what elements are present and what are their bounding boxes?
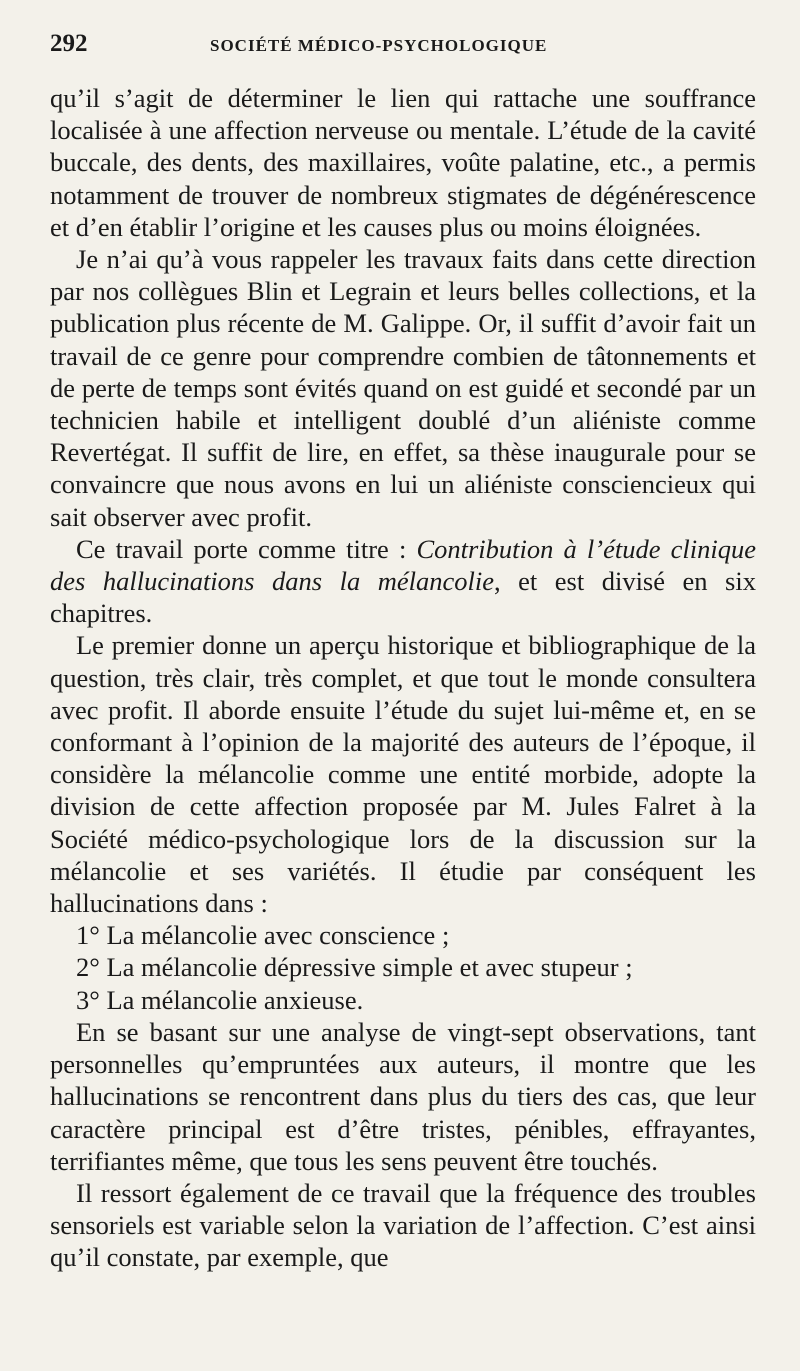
running-head — [50, 30, 756, 82]
body-text — [50, 82, 756, 1274]
list-item: 3° La mélancolie anxieuse. — [76, 984, 364, 1015]
list-item: 2° La mélancolie dépressive simple et avec stupeur ; — [76, 952, 633, 983]
paragraph-1: qu’il s’agit de déterminer le lien qui rattache une souffrance localisée à une affection nerveuse ou mentale. L’étude de la cavité buccale, des dents, des maxillaires, voûte palatine, etc., a permis notamment de trouver de nombreux stigmates de dégénérescence et d’en établir l’origine et les causes plus ou moins éloignées. — [50, 83, 756, 242]
paragraph-6: Il ressort également de ce travail que la fréquence des troubles sensoriels est variable selon la variation de l’affection. C’est ainsi qu’il constate, par exemple, que — [50, 1177, 756, 1273]
thesis-title: Contribution à l’étude clinique des hallucinations dans la mélancolie — [50, 533, 756, 597]
running-title: SOCIÉTÉ MÉDICO-PSYCHOLOGIQUE — [210, 36, 548, 55]
paragraph-3-end: , et est divisé en six chapitres. — [50, 566, 756, 629]
paragraph-2: Je n’ai qu’à vous rappeler les travaux faits dans cette direction par nos collègues Blin et Legrain et leurs belles collections, et la publication plus récente de M. Galippe. Or, il suffit d’avoir fait un travail de ce genre pour comprendre combien de tâtonnements et de perte de temps sont évités quand on est guidé et secondé par un technicien habile et intelligent doublé d’un aliéniste comme Revertégat. Il suffit de lire, en effet, sa thèse inaugurale pour se convaincre que nous avons en lui un aliéniste consciencieux qui sait observer avec profit. — [50, 244, 756, 532]
list-item: 1° La mélancolie avec conscience ; — [76, 920, 450, 951]
paragraph-3-start: Ce travail porte comme titre : — [76, 533, 417, 564]
paragraph-4: Le premier donne un aperçu historique et bibliographique de la question, très clair, très complet, et que tout le monde consultera avec profit. Il aborde ensuite l’étude du sujet lui-même et, en se conformant à l’opinion de la majorité des auteurs de l’époque, il considère la mélancolie comme une entité morbide, adopte la division de cette affection proposée par M. Jules Falret à la Société médico-psychologique lors de la discussion sur la mélancolie et ses variétés. Il étudie par conséquent les hallucinations dans : — [50, 630, 756, 919]
page-number: 292 — [50, 30, 88, 57]
paragraph-5: En se basant sur une analyse de vingt-sept observations, tant personnelles qu’empruntées aux auteurs, il montre que les hallucinations se rencontrent dans plus du tiers des cas, que leur caractère principal est d’être tristes, pénibles, effrayantes, terrifiantes même, que tous les sens peuvent être touchés. — [50, 1016, 756, 1176]
paragraph-3 — [50, 533, 756, 630]
